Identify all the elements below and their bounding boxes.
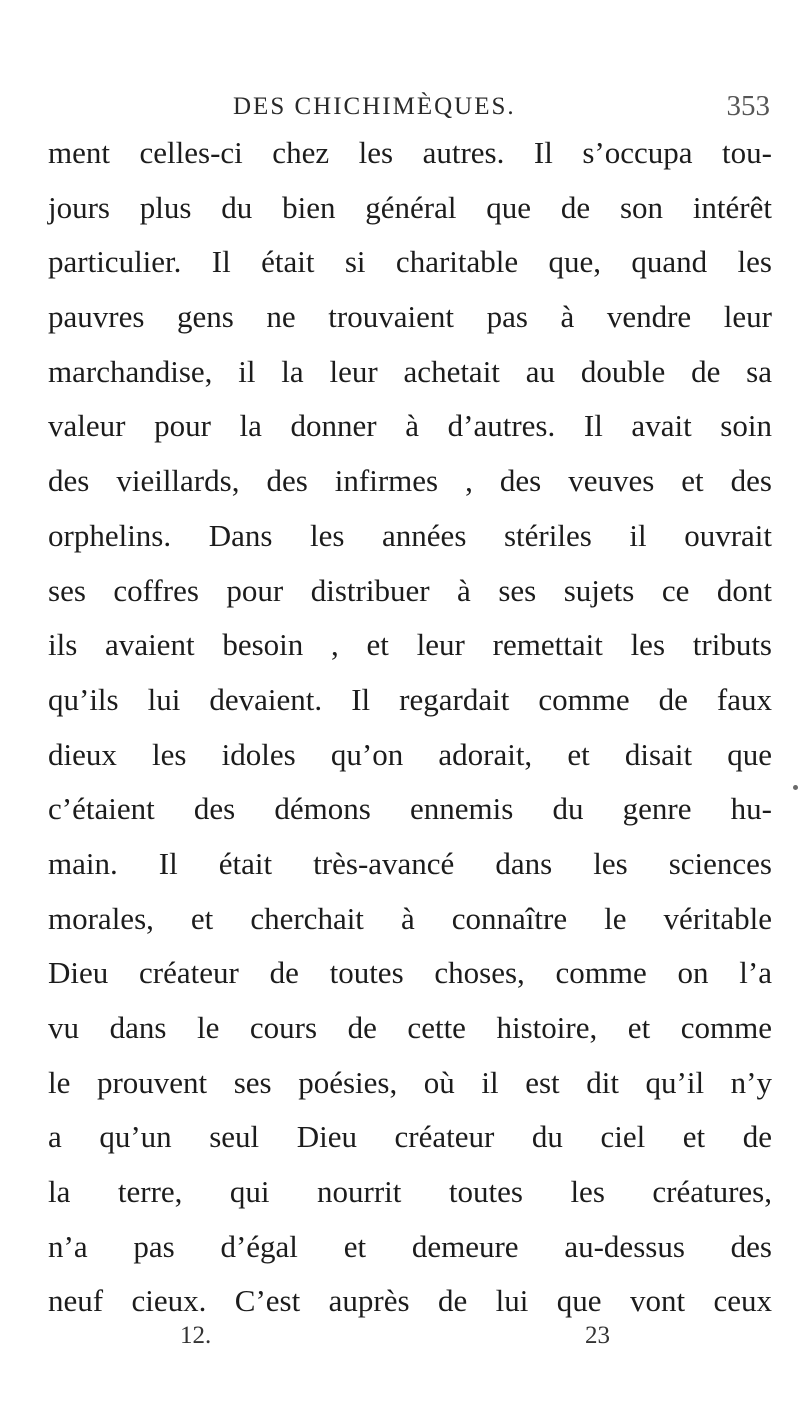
text-line: c’étaient des démons ennemis du genre hu- [48, 791, 772, 827]
text-line: le prouvent ses poésies, où il est dit qu’il n’y [48, 1064, 772, 1100]
text-line: morales, et cherchait à connaître le véritable [48, 900, 772, 936]
text-line: jours plus du bien général que de son intérêt [48, 189, 772, 225]
paper-speck [793, 785, 798, 790]
body-text [48, 126, 772, 1329]
signature-marks [180, 1322, 610, 1356]
text-line: a qu’un seul Dieu créateur du ciel et de [48, 1119, 772, 1155]
text-line: pauvres gens ne trouvaient pas à vendre leur [48, 299, 772, 335]
text-line: valeur pour la donner à d’autres. Il avait soin [48, 408, 772, 444]
text-line: des vieillards, des infirmes , des veuves et des [48, 463, 772, 499]
page-number: 353 [726, 90, 770, 122]
text-line: marchandise, il la leur achetait au double de sa [48, 353, 772, 389]
text-line: ment celles-ci chez les autres. Il s’occupa tou- [48, 135, 772, 170]
text-line: main. Il était très-avancé dans les sciences [48, 845, 772, 881]
text-line: qu’ils lui devaient. Il regardait comme de faux [48, 681, 772, 717]
running-title: DES CHICHIMÈQUES. [233, 93, 516, 120]
text-line: ses coffres pour distribuer à ses sujets ce dont [48, 572, 772, 608]
text-line: particulier. Il était si charitable que, quand les [48, 244, 772, 280]
signature-mark-left: 12. [180, 1322, 212, 1349]
text-line: Dieu créateur de toutes choses, comme on l’a [48, 955, 772, 991]
signature-mark-right: 23 [585, 1322, 610, 1349]
text-line: vu dans le cours de cette histoire, et comme [48, 1010, 772, 1045]
text-line: la terre, qui nourrit toutes les créatures, [48, 1174, 772, 1210]
text-line: orphelins. Dans les années stériles il ouvrait [48, 517, 772, 553]
text-line: n’a pas d’égal et demeure au-dessus des [48, 1228, 772, 1264]
text-line: ils avaient besoin , et leur remettait les tributs [48, 627, 772, 663]
text-line: dieux les idoles qu’on adorait, et disait que [48, 736, 772, 772]
text-line: neuf cieux. C’est auprès de lui que vont ceux [48, 1283, 772, 1319]
